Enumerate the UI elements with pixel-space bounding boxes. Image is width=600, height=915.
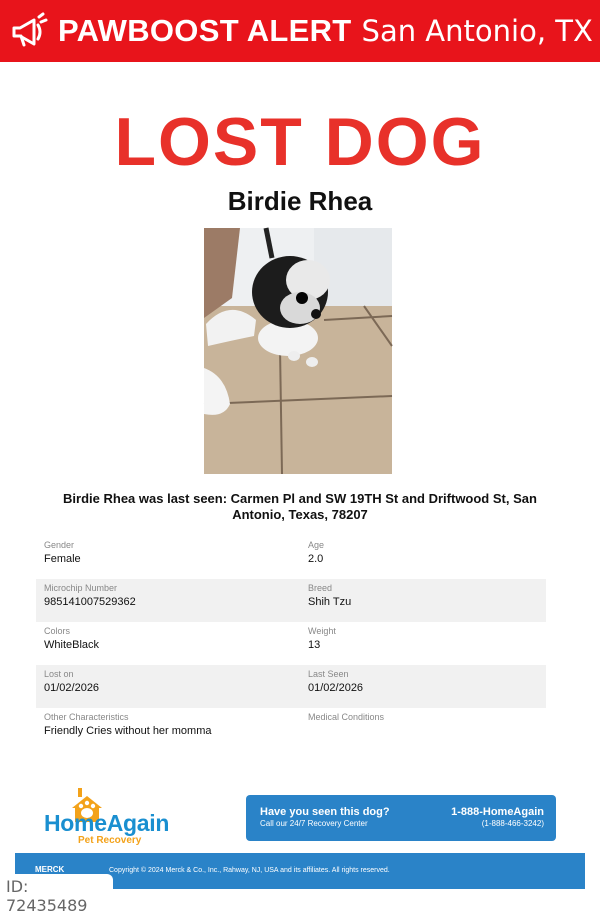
megaphone-icon xyxy=(8,11,48,51)
other-characteristics-field xyxy=(36,708,300,751)
details-row xyxy=(36,665,546,708)
field-value: Friendly Cries without her momma xyxy=(44,725,212,737)
recovery-call-banner xyxy=(246,795,556,841)
field-value: 2.0 xyxy=(308,553,324,565)
weight-field xyxy=(300,622,546,665)
field-value: Female xyxy=(44,553,81,565)
pet-name: Birdie Rhea xyxy=(227,186,373,216)
pet-details-table xyxy=(36,536,546,751)
field-value: Shih Tzu xyxy=(308,596,352,608)
microchip-field xyxy=(36,579,300,622)
last-seen-field xyxy=(300,665,546,708)
recovery-phone: 1-888-HomeAgain xyxy=(451,806,544,818)
lost-on-field xyxy=(36,665,300,708)
pet-photo xyxy=(204,228,392,474)
cta-question: Have you seen this dog? xyxy=(260,806,390,818)
field-label: Medical Conditions xyxy=(308,712,385,722)
colors-field xyxy=(36,622,300,665)
recovery-phone-digits: (1-888-466-3242) xyxy=(481,819,544,828)
homeagain-logo-subtitle: Pet Recovery xyxy=(78,835,142,846)
brand-title: PAWBOOST ALERT xyxy=(58,13,352,48)
field-label: Lost on xyxy=(44,669,74,679)
field-value: 01/02/2026 xyxy=(308,682,364,694)
cta-subtitle: Call our 24/7 Recovery Center xyxy=(260,819,368,828)
homeagain-logo-text: HomeAgain xyxy=(44,810,170,836)
copyright-text: Copyright © 2024 Merck & Co., Inc., Rahway, NJ, USA and its affiliates. All rights reserved. xyxy=(109,867,390,874)
age-field xyxy=(300,536,546,579)
details-row xyxy=(36,708,546,751)
field-label: Gender xyxy=(44,540,75,550)
breed-field xyxy=(300,579,546,622)
medical-conditions-field xyxy=(300,708,546,751)
last-seen-text: Birdie Rhea was last seen: Carmen Pl and SW 19TH St and Driftwood St, San Antonio, Texas, 78207 xyxy=(63,491,537,522)
pawboost-alert-banner xyxy=(0,0,600,62)
details-row xyxy=(36,579,546,622)
field-value: 01/02/2026 xyxy=(44,682,100,694)
gender-field xyxy=(36,536,300,579)
field-label: Microchip Number xyxy=(44,583,118,593)
merck-logo-text: MERCK xyxy=(35,865,65,874)
field-label: Colors xyxy=(44,626,71,636)
field-value: 13 xyxy=(308,639,321,651)
field-value: WhiteBlack xyxy=(44,639,100,651)
details-row xyxy=(36,622,546,665)
field-label: Breed xyxy=(308,583,333,593)
location-label: San Antonio, TX xyxy=(361,14,593,48)
listing-id-label: ID: 72435489 xyxy=(0,874,113,898)
field-label: Weight xyxy=(308,626,336,636)
flyer-headline: LOST DOG xyxy=(114,104,486,180)
field-label: Other Characteristics xyxy=(44,712,129,722)
details-row xyxy=(36,536,546,579)
field-value: 985141007529362 xyxy=(44,596,136,608)
field-label: Last Seen xyxy=(308,669,349,679)
field-label: Age xyxy=(308,540,325,550)
